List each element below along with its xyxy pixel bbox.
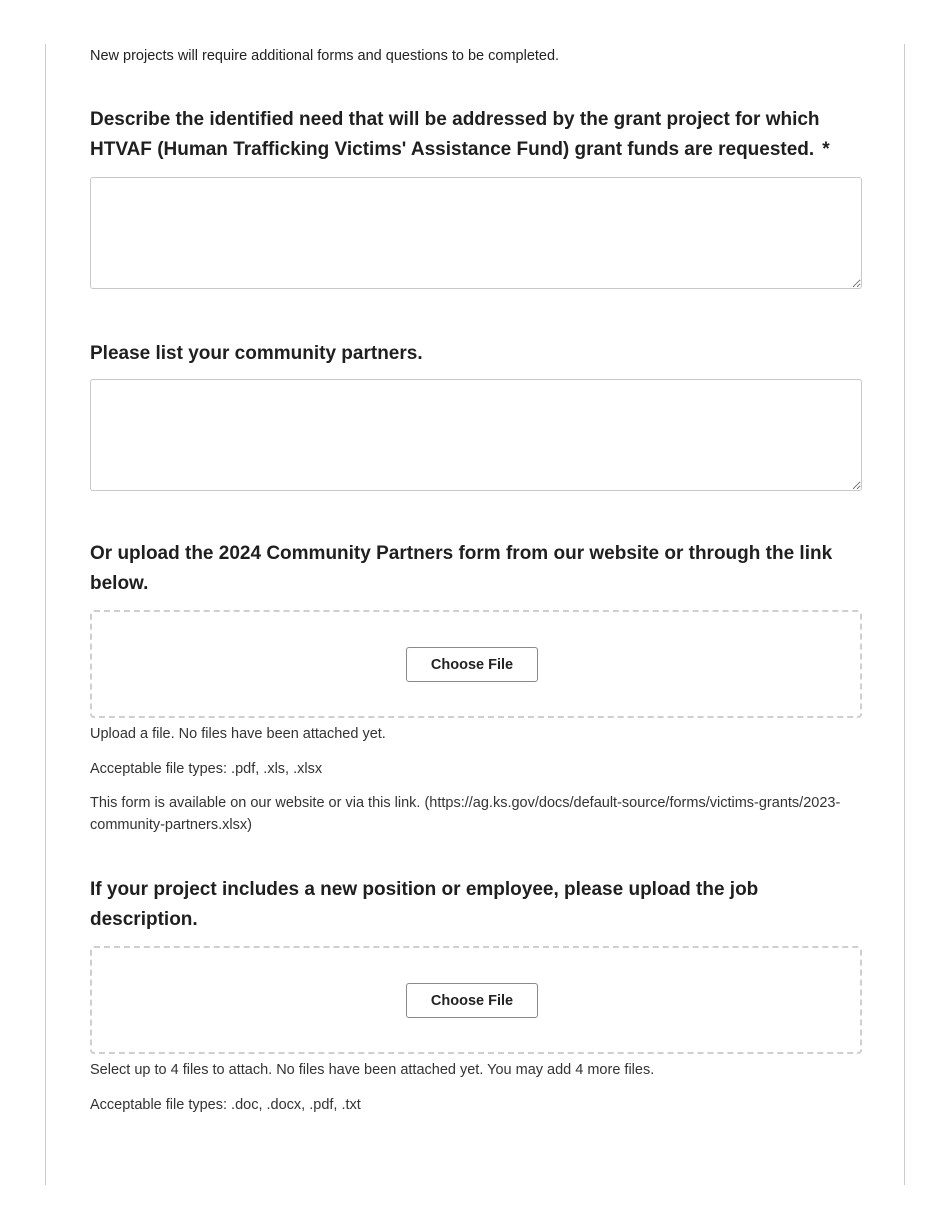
acceptable-file-types: Acceptable file types: .doc, .docx, .pdf, .txt: [90, 1097, 361, 1113]
job-description-dropzone[interactable]: [90, 946, 862, 1054]
choose-file-button[interactable]: Choose File: [406, 647, 538, 682]
question-job-description-label: If your project includes a new position or employee, please upload the job description.: [90, 879, 759, 930]
upload-status-text: Select up to 4 files to attach. No files have been attached yet. You may add 4 more files.: [90, 1062, 655, 1078]
partners-form-dropzone[interactable]: [90, 610, 862, 718]
form-link-note: This form is available on our website or via this link. (https://ag.ks.gov/docs/default-source/forms/victims-grants/2023-community-partners.xlsx): [90, 795, 841, 833]
acceptable-file-types: Acceptable file types: .pdf, .xls, .xlsx: [90, 761, 323, 777]
question-upload-partners-form-label: Or upload the 2024 Community Partners form from our website or through the link below.: [90, 543, 833, 594]
question-identified-need-label: [90, 105, 862, 165]
required-marker: *: [822, 139, 830, 160]
choose-file-button[interactable]: Choose File: [406, 983, 538, 1018]
question-text: Describe the identified need that will be addressed by the grant project for which HTVAF (Human Trafficking Victims' Assistance Fund) grant funds are requested.: [90, 109, 820, 160]
community-partners-textarea[interactable]: [90, 379, 862, 491]
identified-need-textarea[interactable]: [90, 177, 862, 289]
upload-status-text: Upload a file. No files have been attached yet.: [90, 726, 386, 742]
intro-text: New projects will require additional forms and questions to be completed.: [90, 48, 560, 64]
question-community-partners-label: Please list your community partners.: [90, 343, 423, 364]
